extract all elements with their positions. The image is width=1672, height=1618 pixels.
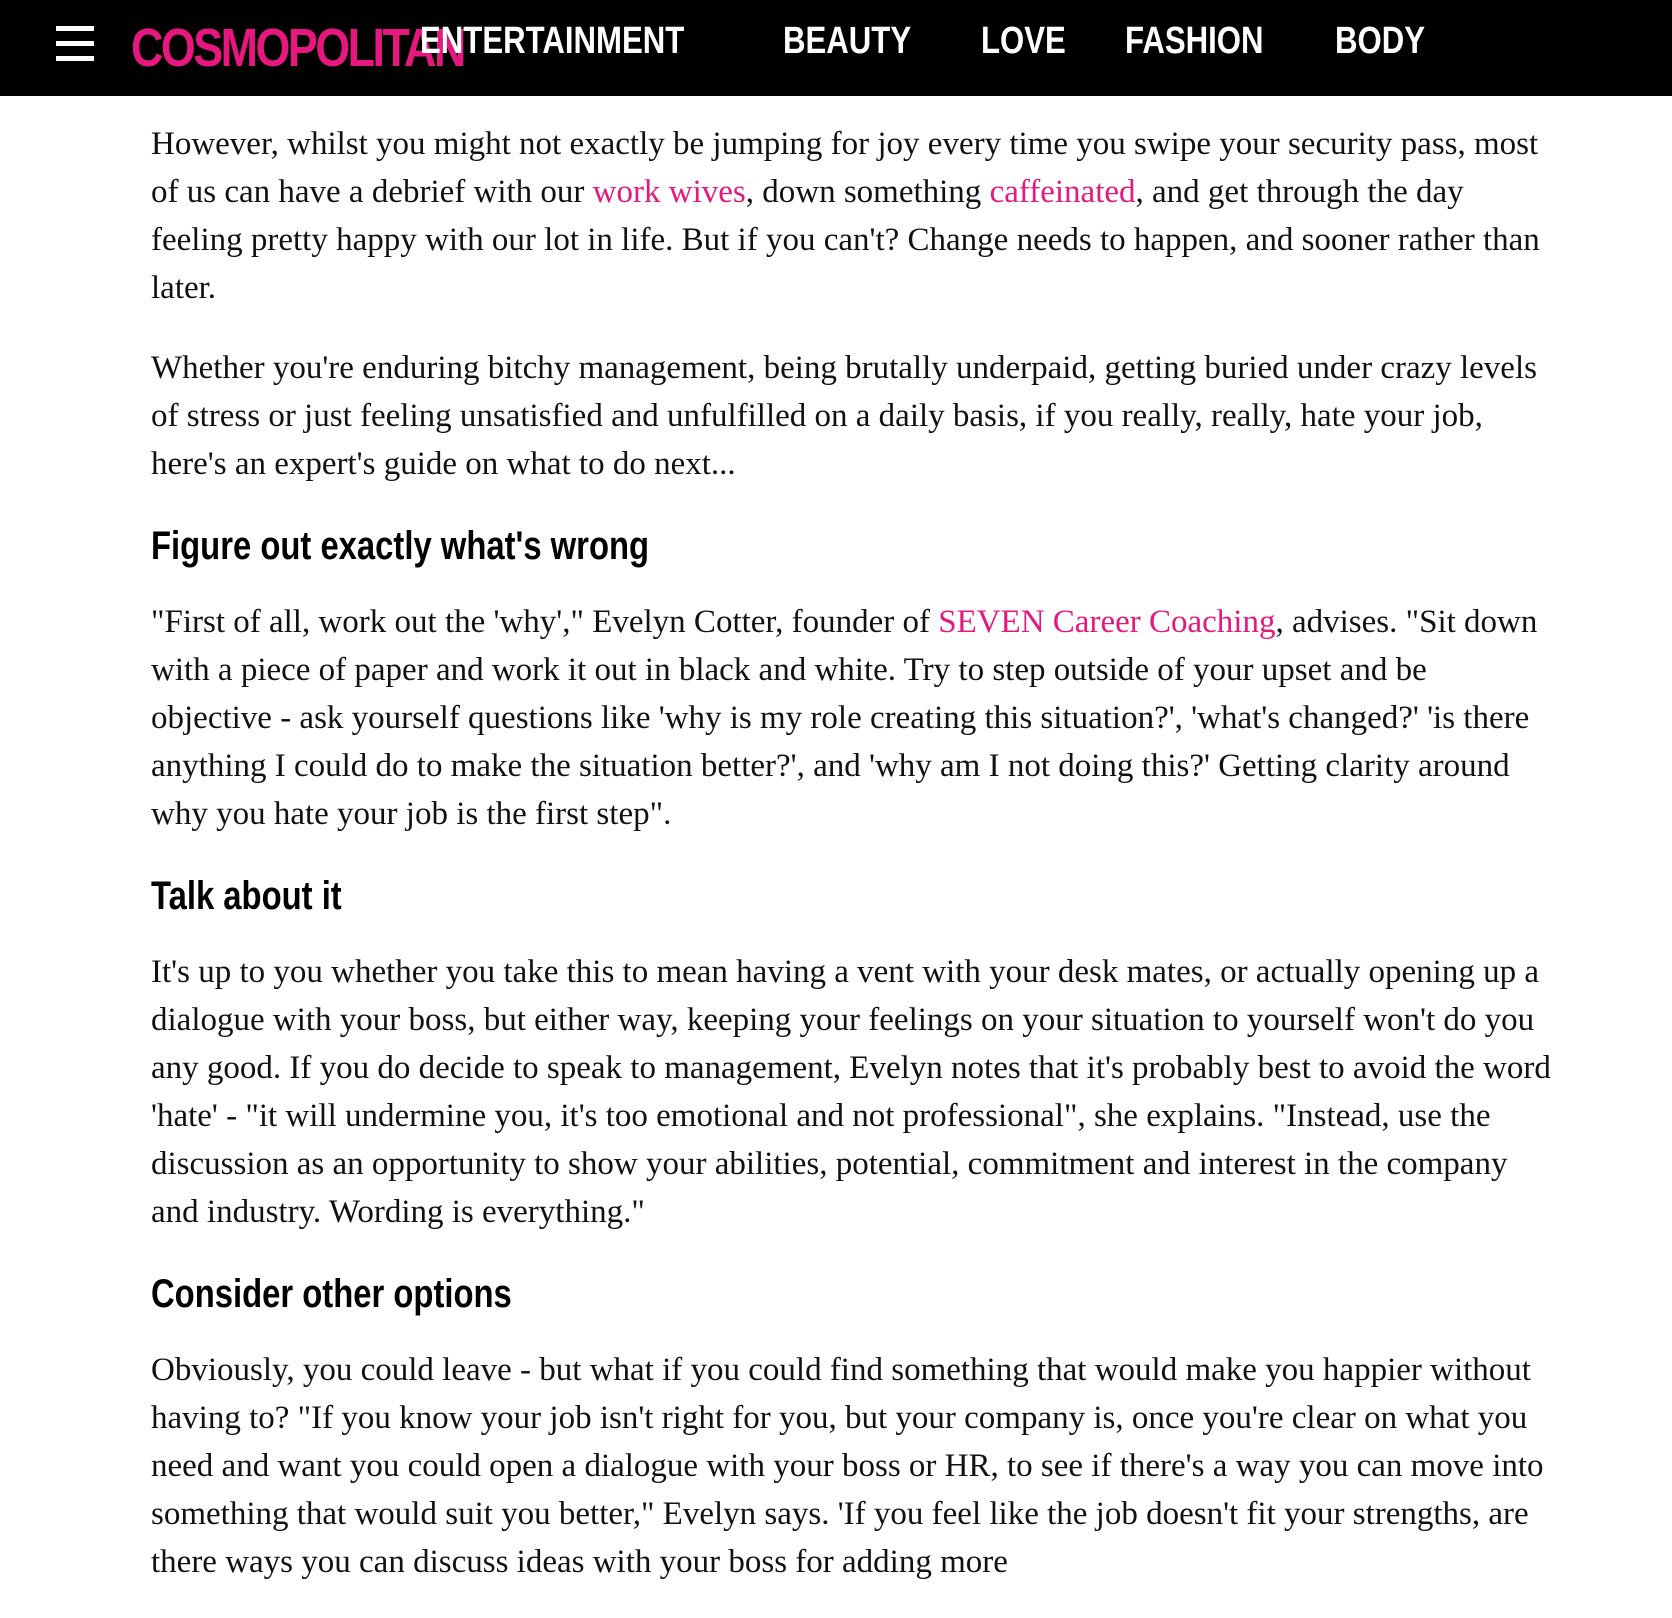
- paragraph-whether: Whether you're enduring bitchy management, being brutally underpaid, getting buried under crazy levels of stress or just feeling unsatisfied and unfulfilled on a daily basis, if you really, really, hate your job, here's an expert's guide on what to do next...: [151, 350, 1537, 482]
- top-navigation-bar: [0, 0, 1672, 96]
- paragraph-intro: [151, 120, 1551, 312]
- paragraph-first-of-all: [151, 598, 1551, 838]
- nav-item-entertainment[interactable]: ENTERTAINMENT: [420, 19, 685, 62]
- article-body: [151, 120, 1551, 1618]
- link-seven-career-coaching[interactable]: SEVEN Career Coaching: [938, 604, 1276, 640]
- main-nav: [420, 0, 1486, 82]
- paragraph-text: However, whilst you might not exactly be jumping for joy every time you swipe your security pass, most of us can have a debrief with our: [151, 126, 1539, 210]
- paragraph-talk: It's up to you whether you take this to mean having a vent with your desk mates, or actually opening up a dialogue with your boss, but either way, keeping your feelings on your situation to yourself won't do you any good. If you do decide to speak to management, Evelyn notes that it's probably best to avoid the word 'hate' - "it will undermine you, it's too emotional and not professional", she explains. "Instead, use the discussion as an opportunity to show your abilities, potential, commitment and interest in the company and industry. Wording is everything.": [151, 954, 1551, 1230]
- heading-talk-about-it: Talk about it: [151, 874, 342, 918]
- hamburger-menu-icon[interactable]: [56, 24, 96, 64]
- nav-item-body[interactable]: BODY: [1334, 19, 1425, 62]
- nav-item-love[interactable]: LOVE: [980, 19, 1066, 62]
- paragraph-text: , advises. "Sit down with a piece of paper and work it out in black and white. Try to step outside of your upset and be objective - ask yourself questions like 'why is my role creating this situation?', 'what's changed?' 'is there anything I could do to make the situation better?', and 'why am I not doing this?' Getting clarity around why you hate your job is the first step".: [151, 604, 1538, 832]
- paragraph-text: , down something: [745, 174, 990, 210]
- link-work-wives[interactable]: work wives: [592, 174, 746, 210]
- heading-figure-out: Figure out exactly what's wrong: [151, 524, 650, 568]
- cosmopolitan-logo[interactable]: COSMOPOLITAN: [131, 18, 464, 78]
- nav-item-fashion[interactable]: FASHION: [1124, 19, 1264, 62]
- heading-consider-options: Consider other options: [151, 1272, 512, 1316]
- paragraph-text: , and get through the day feeling pretty happy with our lot in life. But if you can't? Change needs to happen, and sooner rather than later.: [151, 174, 1540, 306]
- link-caffeinated[interactable]: caffeinated: [989, 174, 1136, 210]
- paragraph-options: Obviously, you could leave - but what if you could find something that would make you happier without having to? "If you know your job isn't right for you, but your company is, once you're clear on what you need and want you could open a dialogue with your boss or HR, to see if there's a way you can move into something that would suit you better," Evelyn says. 'If you feel like the job doesn't fit your strengths, are there ways you can discuss ideas with your boss for adding more: [151, 1352, 1544, 1580]
- paragraph-text: "First of all, work out the 'why'," Evelyn Cotter, founder of: [151, 604, 939, 640]
- nav-item-beauty[interactable]: BEAUTY: [783, 19, 912, 62]
